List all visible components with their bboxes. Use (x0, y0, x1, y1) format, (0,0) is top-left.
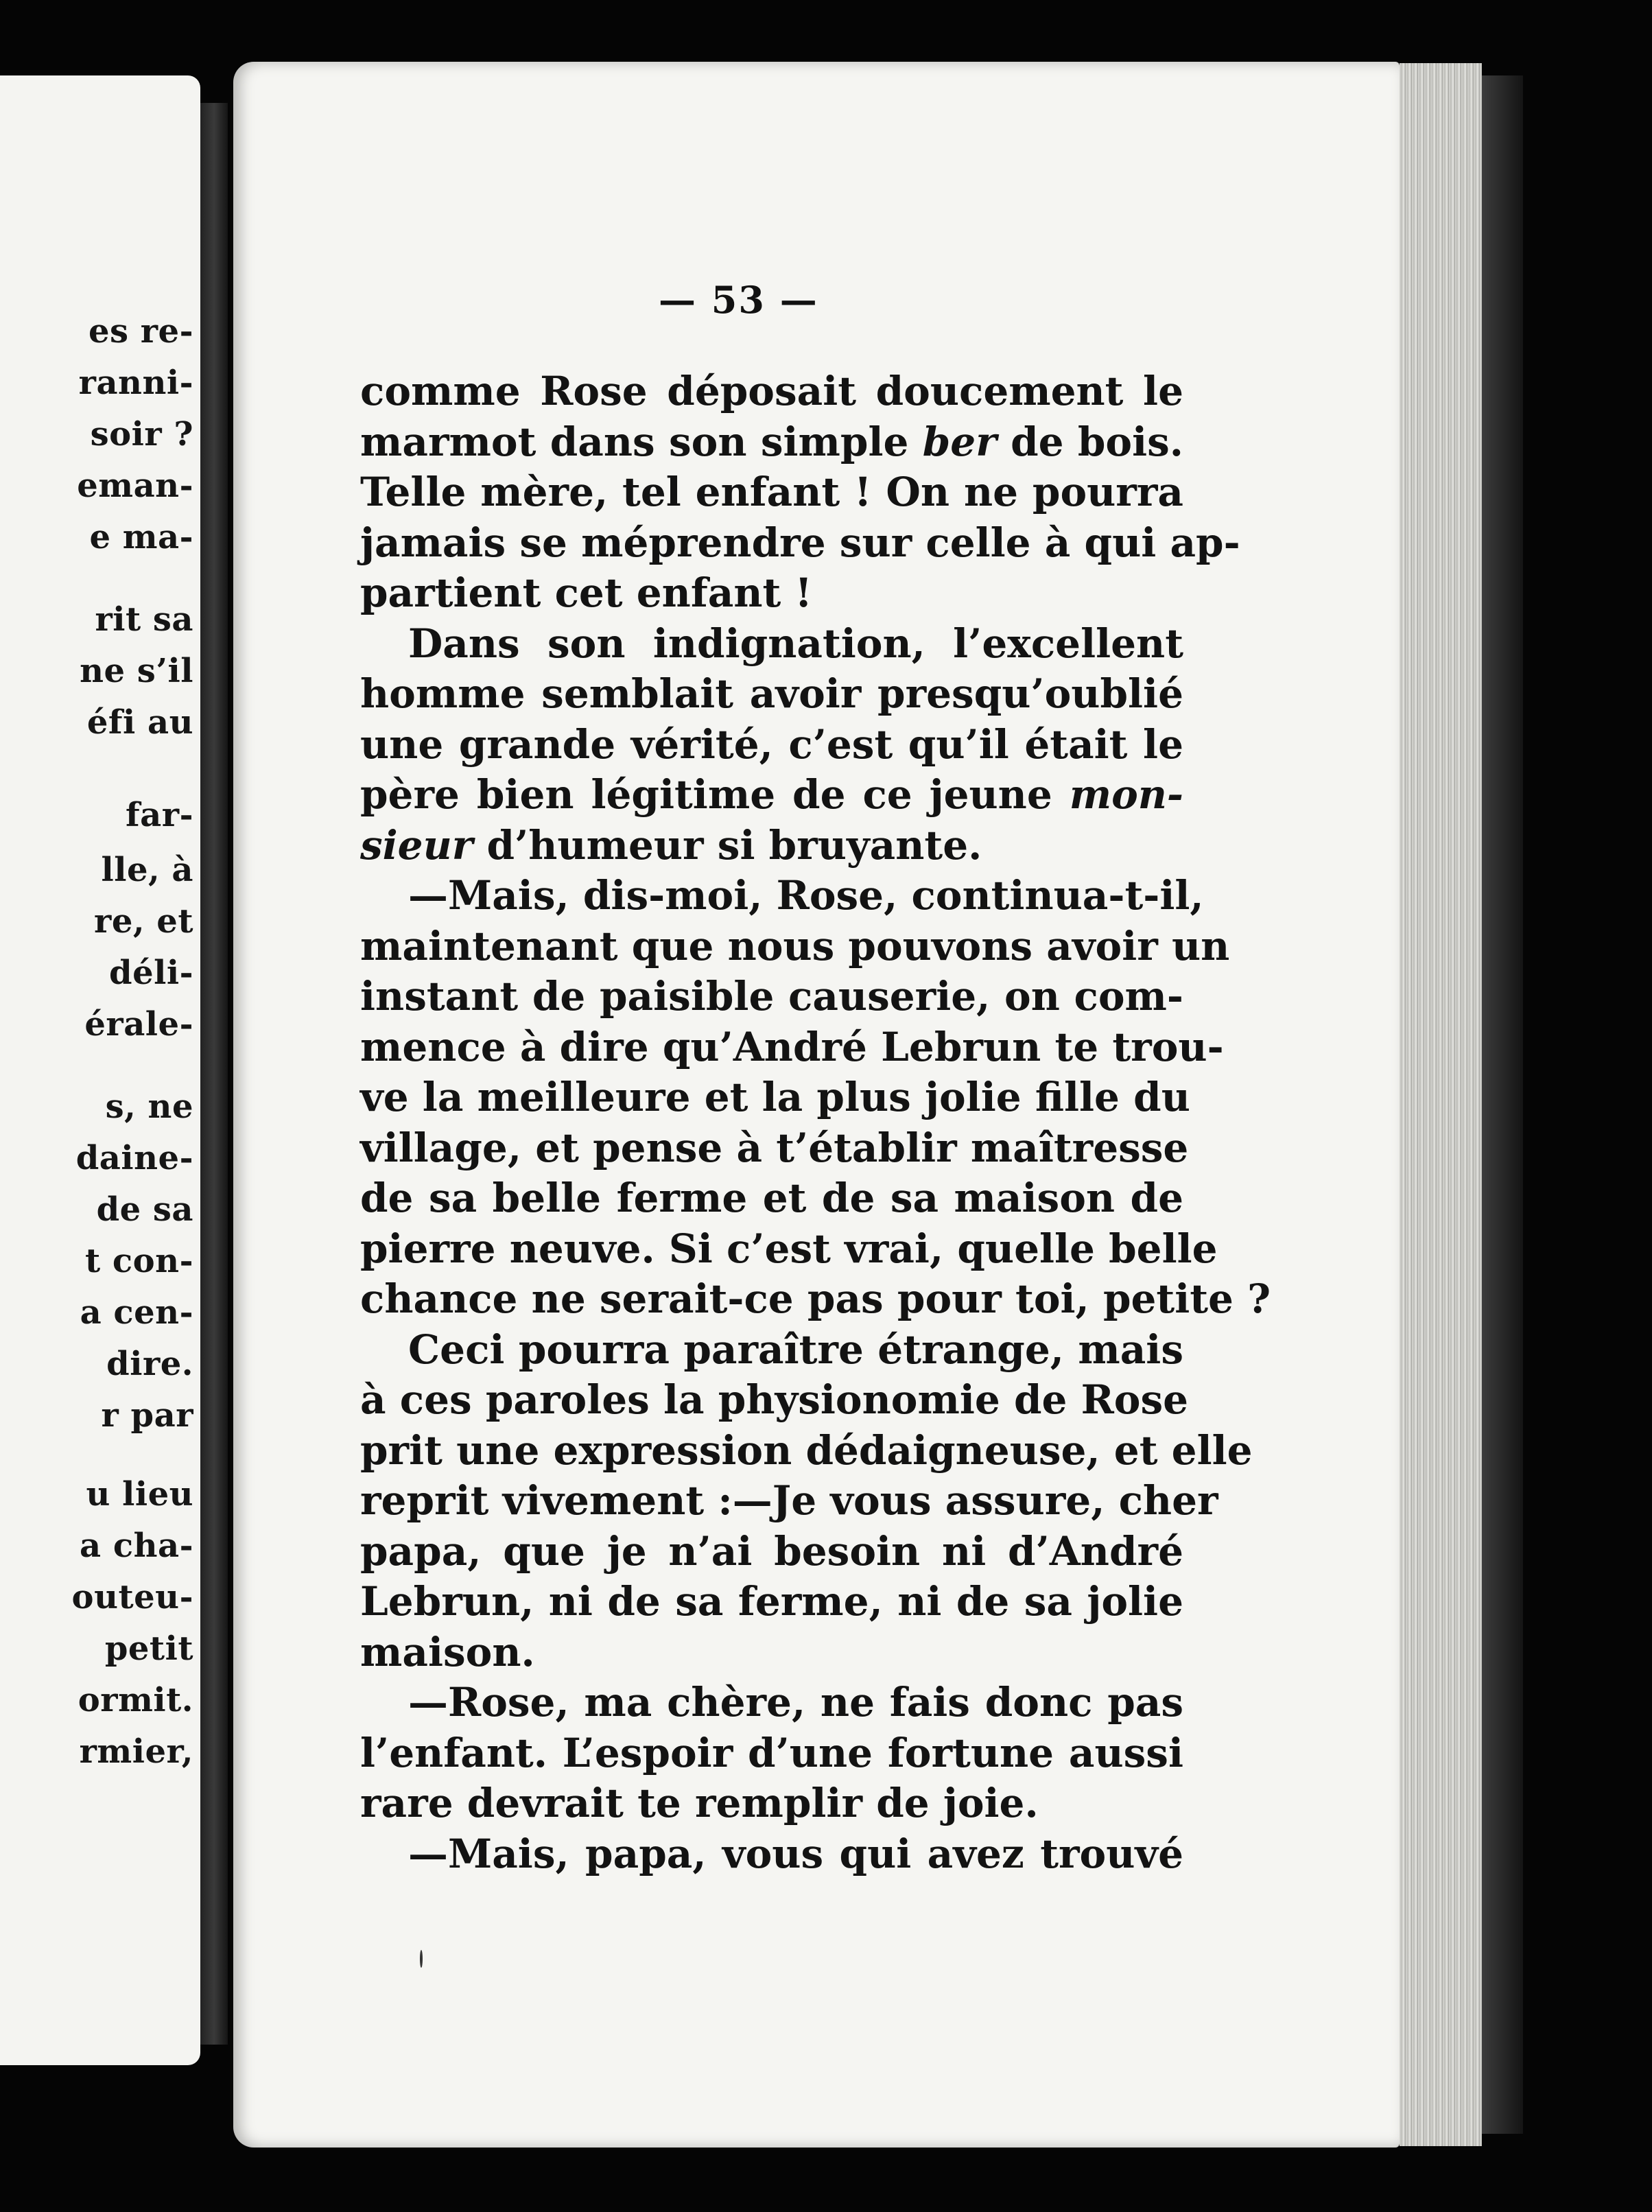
left-page-line: daine- (75, 1139, 193, 1177)
text-line: maison. (360, 1629, 535, 1675)
left-page-line: éfi au (86, 703, 193, 742)
text-line: pierre neuve. Si c’est vrai, quelle belle (360, 1225, 1218, 1272)
left-page-line: érale- (84, 1005, 193, 1044)
text-line (360, 770, 1183, 819)
text-run: père bien légitime de ce jeune (360, 771, 1070, 818)
page-edges (1400, 63, 1482, 2146)
text-line: maintenant que nous pouvons avoir un (360, 923, 1230, 969)
text-line: —Rose, ma chère, ne fais donc pas (408, 1679, 1183, 1726)
left-page-line: rmier, (79, 1732, 193, 1771)
text-line: Dans son indignation, l’excellent (408, 620, 1183, 667)
left-page-line: eman- (77, 467, 193, 505)
text-line (360, 821, 1183, 869)
text-line: village, et pense à t’établir maîtresse (360, 1125, 1189, 1171)
left-page-line: r par (101, 1396, 193, 1435)
text-line: partient cet enfant ! (360, 569, 812, 616)
text-line: homme semblait avoir presqu’oublié (360, 670, 1183, 717)
left-page-line: rit sa (95, 600, 193, 639)
text-line: Telle mère, tel enfant ! On ne pourra (360, 469, 1183, 515)
left-page-line: ormit. (78, 1681, 193, 1719)
left-page-line: a cha- (80, 1527, 193, 1565)
text-line: reprit vivement :—Je vous assure, cher (360, 1477, 1218, 1524)
italic-word: sieur (360, 822, 473, 869)
text-line: une grande vérité, c’est qu’il était le (360, 721, 1183, 768)
left-page-line: déli- (109, 954, 193, 992)
left-page-line: re, et (94, 902, 193, 941)
book-gutter (200, 103, 228, 2045)
text-line: prit une expression dédaigneuse, et elle (360, 1427, 1253, 1474)
page-number: — 53 — (659, 278, 818, 322)
left-page-line: ranni- (78, 364, 193, 402)
text-line: jamais se méprendre sur celle à qui ap- (360, 519, 1240, 566)
text-line: mence à dire qu’André Lebrun te trou- (360, 1024, 1224, 1070)
text-run: d’humeur si bruyante. (473, 822, 982, 869)
italic-word: ber (922, 419, 997, 465)
text-line: papa, que je n’ai besoin ni d’André (360, 1528, 1183, 1575)
text-line: Lebrun, ni de sa ferme, ni de sa jolie (360, 1578, 1183, 1625)
left-page-line: u lieu (86, 1475, 193, 1514)
left-page (0, 75, 200, 2065)
text-line: comme Rose déposait doucement le (360, 368, 1183, 414)
text-line: l’enfant. L’espoir d’une fortune aussi (360, 1730, 1183, 1776)
text-line: ve la meilleure et la plus jolie fille du (360, 1074, 1190, 1120)
left-page-line: petit (104, 1629, 193, 1668)
left-page-line: de sa (96, 1190, 193, 1229)
text-line: —Mais, dis-moi, Rose, continua-t-il, (408, 872, 1204, 919)
text-line: chance ne serait-ce pas pour toi, petite ? (360, 1275, 1271, 1322)
italic-word: mon- (1069, 771, 1183, 818)
text-line: —Mais, papa, vous qui avez trouvé (408, 1831, 1183, 1877)
text-line: Ceci pourra paraître étrange, mais (408, 1326, 1183, 1373)
left-page-line: dire. (106, 1345, 193, 1383)
left-page-line: lle, à (101, 851, 193, 889)
text-run: marmot dans son simple (360, 419, 923, 465)
left-page-line: soir ? (90, 415, 193, 454)
text-line: de sa belle ferme et de sa maison de (360, 1175, 1183, 1221)
text-line: instant de paisible causerie, on com- (360, 973, 1183, 1020)
text-run: de bois. (996, 419, 1184, 465)
left-page-line: a cen- (80, 1293, 193, 1332)
paper-speck (420, 1950, 423, 1968)
left-page-line: e ma- (89, 518, 193, 556)
left-page-line: t con- (85, 1242, 193, 1280)
left-page-line: es re- (88, 312, 193, 351)
left-page-line: outeu- (71, 1578, 193, 1616)
text-line (360, 418, 1183, 466)
book-cover-edge (1482, 75, 1523, 2134)
left-page-line: s, ne (105, 1087, 193, 1126)
left-page-line: ne s’il (80, 652, 193, 690)
text-line: à ces paroles la physionomie de Rose (360, 1376, 1189, 1423)
left-page-line: far- (126, 796, 193, 834)
text-line: rare devrait te remplir de joie. (360, 1780, 1039, 1826)
